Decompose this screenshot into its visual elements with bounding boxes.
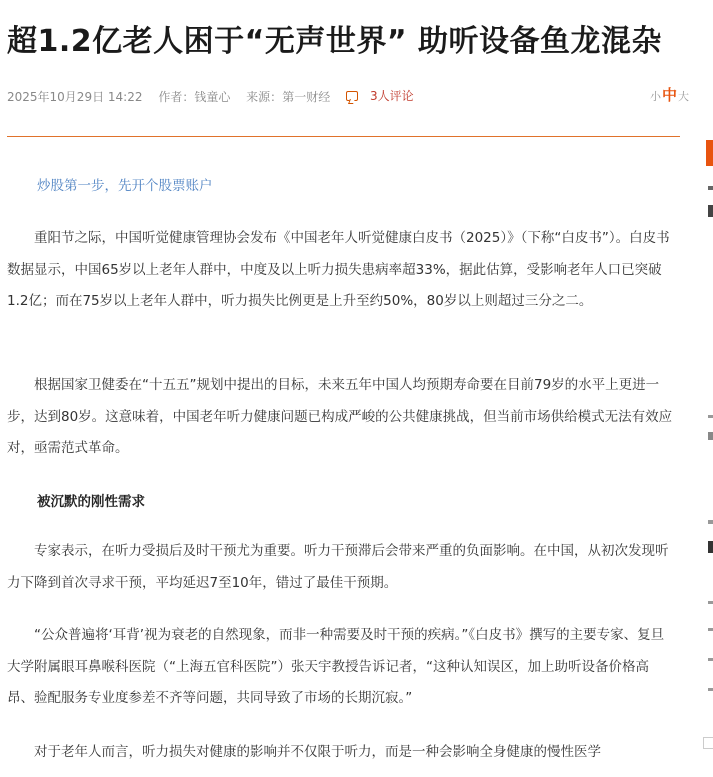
paragraph: 重阳节之际，中国听觉健康管理协会发布《中国老年人听觉健康白皮书（2025）》（下称“白皮书”）。白皮书数据显示，中国65岁以上老年人群中，中度及以上听力损失患病率超33%，据此估算，受影响老年人口已突破1.2亿；而在75岁以上老年人群中，听力损失比例更是上升至约50%，80岁以上则超过三分之二。 bbox=[7, 230, 670, 309]
sidebar-fragment bbox=[708, 541, 713, 553]
paragraph: 对于老年人而言，听力损失对健康的影响并不仅限于听力，而是一种会影响全身健康的慢性医学 bbox=[34, 744, 601, 760]
promo-link[interactable]: 炒股第一步，先开个股票账户 bbox=[37, 178, 213, 194]
author bbox=[158, 90, 230, 104]
font-large-button[interactable]: 大 bbox=[678, 90, 690, 103]
font-medium-button[interactable]: 中 bbox=[662, 86, 678, 104]
paragraph: “公众普遍将‘耳背’视为衰老的自然现象，而非一种需要及时干预的疾病。”《白皮书》撰写的主要专家、复旦大学附属眼耳鼻喉科医院（“上海五官科医院”）张天宇教授告诉记者，“这种认知误区，加上助听设备价格高昂、验配服务专业度参差不齐等问题，共同导致了市场的长期沉寂。” bbox=[7, 627, 665, 706]
sidebar-fragment bbox=[708, 186, 713, 190]
publish-date: 2025年10月29日 14:22 bbox=[7, 90, 143, 104]
sidebar-fragment bbox=[708, 601, 713, 604]
sidebar-fragment bbox=[708, 688, 713, 691]
paragraph: 根据国家卫健委在“十五五”规划中提出的目标，未来五年中国人均预期寿命要在目前79岁的水平上更进一步，达到80岁。这意味着，中国老年听力健康问题已构成严峻的公共健康挑战，但当前市场供给模式无法有效应对，亟需范式革命。 bbox=[7, 377, 673, 456]
sidebar-fragment bbox=[708, 520, 713, 524]
sidebar-tab-marker bbox=[706, 140, 713, 166]
font-small-button[interactable]: 小 bbox=[650, 90, 661, 103]
article-meta bbox=[7, 88, 426, 104]
section-heading: 被沉默的刚性需求 bbox=[37, 494, 145, 510]
comment-icon bbox=[346, 91, 358, 101]
sidebar-fragment bbox=[708, 628, 713, 631]
article-title: 超1.2亿老人困于“无声世界” 助听设备鱼龙混杂 bbox=[7, 24, 663, 59]
sidebar-fragment bbox=[703, 737, 713, 749]
source bbox=[246, 90, 330, 104]
font-size-switcher bbox=[650, 86, 689, 106]
author-label: 作者： bbox=[158, 90, 195, 104]
sidebar-fragment bbox=[708, 658, 713, 661]
sidebar-fragment bbox=[708, 205, 713, 217]
comments-link[interactable] bbox=[346, 88, 414, 104]
sidebar-fragment bbox=[708, 432, 713, 440]
paragraph: 专家表示，在听力受损后及时干预尤为重要。听力干预滞后会带来严重的负面影响。在中国，从初次发现听力下降到首次寻求干预，平均延迟7至10年，错过了最佳干预期。 bbox=[7, 543, 669, 591]
comments-count: 3人评论 bbox=[370, 89, 414, 103]
source-name[interactable]: 第一财经 bbox=[282, 90, 331, 104]
title-divider bbox=[7, 136, 680, 137]
author-name[interactable]: 钱童心 bbox=[194, 90, 231, 104]
source-label: 来源： bbox=[246, 90, 283, 104]
sidebar-fragment bbox=[708, 415, 713, 418]
